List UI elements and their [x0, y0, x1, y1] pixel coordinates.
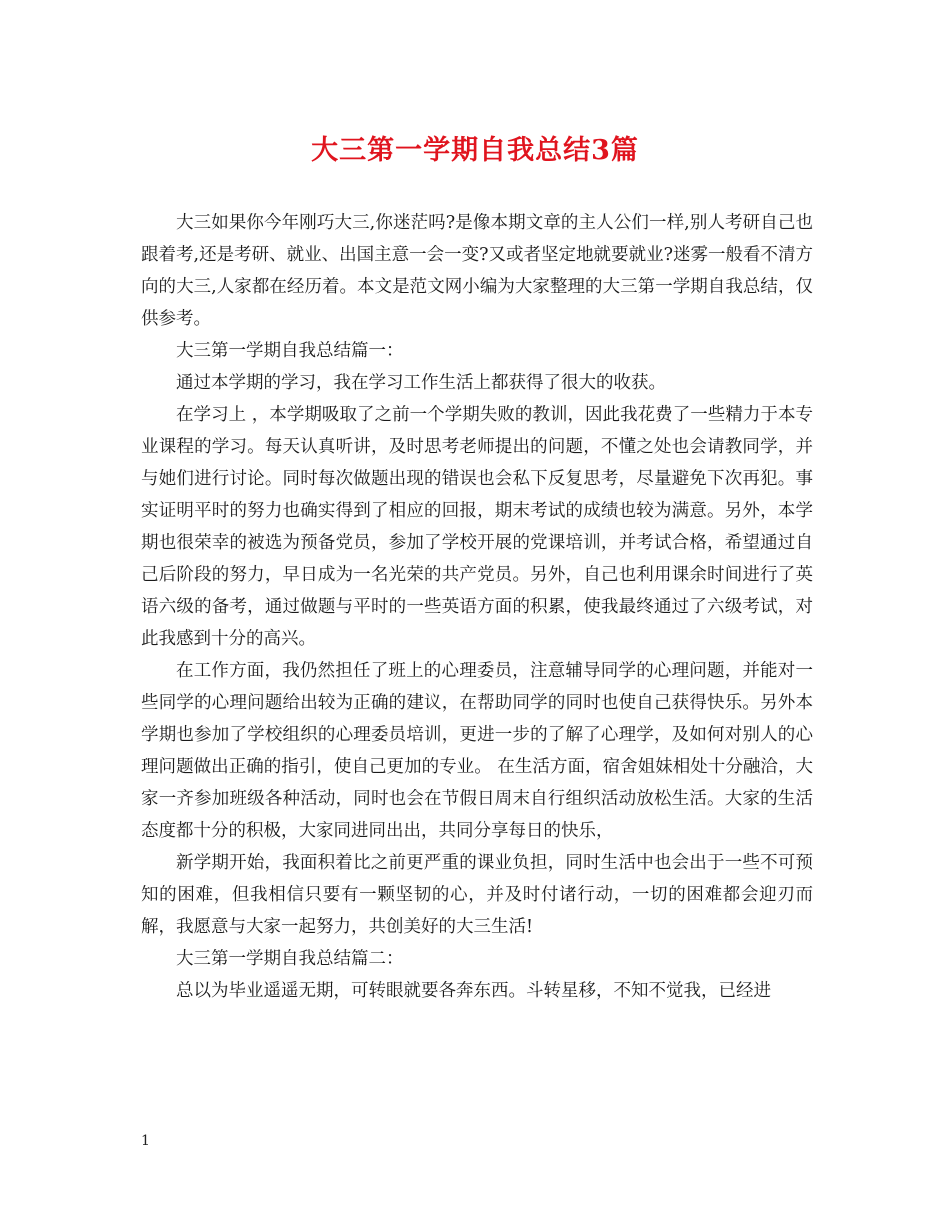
- paragraph: 新学期开始，我面积着比之前更严重的课业负担，同时生活中也会出于一些不可预知的困难，但我相信只要有一颗坚韧的心，并及时付诸行动，一切的困难都会迎刃而解，我愿意与大家一起努力，共创美好的大三生活!: [141, 853, 813, 937]
- paragraph: 在工作方面，我仍然担任了班上的心理委员，注意辅导同学的心理问题，并能对一些同学的心理问题给出较为正确的建议，在帮助同学的同时也使自己获得快乐。另外本学期也参加了学校组织的心理委员培训，更进一步的了解了心理学，及如何对别人的心理问题做出正确的指引，使自己更加的专业。 在生活方面，宿舍姐妹相处十分融洽，大家一齐参加班级各种活动，同时也会在节假日周末自行组织活动放松生活。大家的生活态度都十分的积极，大家同进同出出，共同分享每日的快乐，: [141, 661, 813, 841]
- paragraph: 大三如果你今年刚巧大三,你迷茫吗?是像本期文章的主人公们一样,别人考研自己也跟着考,还是考研、就业、出国主意一会一变?又或者坚定地就要就业?迷雾一般看不清方向的大三,人家都在经历着。本文是范文网小编为大家整理的大三第一学期自我总结，仅供参考。: [141, 213, 813, 329]
- section-heading: 大三第一学期自我总结篇一：: [176, 341, 404, 361]
- paragraph: 总以为毕业遥遥无期，可转眼就要各奔东西。斗转星移，不知不觉我，已经进: [176, 981, 771, 1001]
- paragraph: 通过本学期的学习，我在学习工作生活上都获得了很大的收获。: [176, 373, 666, 393]
- paragraph: 在学习上 ，本学期吸取了之前一个学期失败的教训，因此我花费了一些精力于本专业课程的学习。每天认真听讲，及时思考老师提出的问题，不懂之处也会请教同学，并与她们进行讨论。同时每次做题出现的错误也会私下反复思考，尽量避免下次再犯。事实证明平时的努力也确实得到了相应的回报，期末考试的成绩也较为满意。另外，本学期也很荣幸的被选为预备党员，参加了学校开展的党课培训，并考试合格，希望通过自己后阶段的努力，早日成为一名光荣的共产党员。另外，自己也利用课余时间进行了英语六级的备考，通过做题与平时的一些英语方面的积累，使我最终通过了六级考试，对此我感到十分的高兴。: [141, 405, 813, 649]
- document-title: 大三第一学期自我总结3篇: [311, 135, 639, 166]
- section-heading: 大三第一学期自我总结篇二：: [176, 949, 404, 969]
- page-number: 1: [141, 1133, 150, 1149]
- document-body: [141, 207, 813, 1007]
